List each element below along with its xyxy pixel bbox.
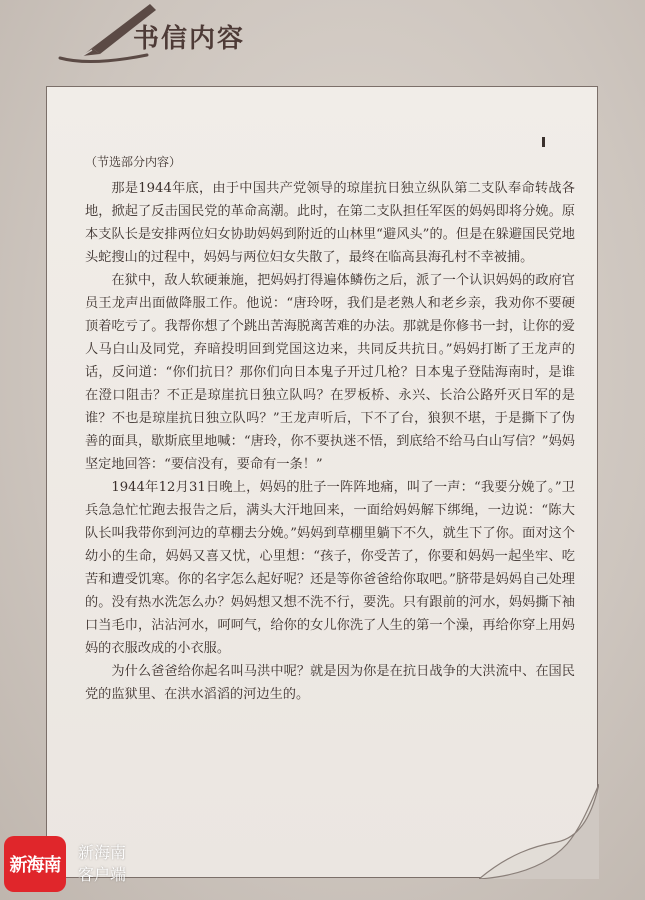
letter-paragraph-3: 1944年12月31日晚上，妈妈的肚子一阵阵地痛，叫了一声：“我要分娩了。”卫兵急急忙忙跑去报告之后，满头大汗地回来，一面给妈妈解下绑绳，一边说：“陈大队长叫我带你到河边的草棚去分娩。”妈妈到草棚里躺下不久，就生下了你。面对这个幼小的生命，妈妈又喜又忧，心里想：“孩子，你受苦了，你要和妈妈一起坐牢、吃苦和遭受饥寒。你的名字怎么起好呢？还是等你爸爸给你取吧。”脐带是妈妈自己处理的。没有热水洗怎么办？妈妈想又想不洗不行，要洗。只有跟前的河水，妈妈撕下袖口当毛巾，沾沾河水，呵呵气，给你的女儿你洗了人生的第一个澡，再给你穿上用妈妈的衣服改成的小衣服。 [85, 480, 575, 656]
curled-corner [479, 784, 599, 879]
letter-paper [46, 86, 598, 878]
brand-watermark [78, 842, 126, 886]
brand-name: 新海南 [78, 843, 127, 862]
letter-paragraph-2: 在狱中，敌人软硬兼施，把妈妈打得遍体鳞伤之后，派了一个认识妈妈的政府官员王龙声出面做降服工作。他说：“唐玲呀，我们是老熟人和老乡亲，我劝你不要硬顶着吃亏了。我帮你想了个跳出苦海脱离苦难的办法。那就是你修书一封，让你的爱人马白山及同党，弃暗投明回到党国这边来，共同反共抗日。”妈妈打断了王龙声的话，反问道：“你们抗日？那你们向日本鬼子开过几枪？日本鬼子登陆海南时，是谁在澄口阻击？不正是琼崖抗日独立队吗？在罗板桥、永兴、长洽公路歼灭日军的是谁？不也是琼崖抗日独立队吗？”王龙声听后，下不了台，狼狈不堪，于是撕下了伪善的面具，歇斯底里地喊：“唐玲，你不要执迷不悟，到底给不给马白山写信？”妈妈坚定地回答：“要信没有，要命有一条！” [85, 273, 575, 472]
letter-paragraph-1: 那是1944年底，由于中国共产党领导的琼崖抗日独立纵队第二支队奉命转战各地，掀起了反击国民党的革命高潮。此时，在第二支队担任军医的妈妈即将分娩。原本支队长是安排两位妇女协助妈妈到附近的山林里“避风头”的。但是在躲避国民党地头蛇搜山的过程中，妈妈与两位妇女失散了，最终在临高县海孔村不幸被捕。 [85, 181, 575, 265]
excerpt-note: （节选部分内容） [85, 155, 182, 169]
page-title: 书信内容 [133, 24, 246, 54]
brand-subtitle: 客户端 [78, 865, 127, 884]
app-logo: 新海南 [4, 836, 66, 892]
letter-paragraph-4: 为什么爸爸给你起名叫马洪中呢？就是因为你是在抗日战争的大洪流中、在国民党的监狱里、在洪水滔滔的河边生的。 [85, 664, 575, 702]
paper-mark [542, 137, 545, 147]
letter-content [85, 151, 575, 706]
